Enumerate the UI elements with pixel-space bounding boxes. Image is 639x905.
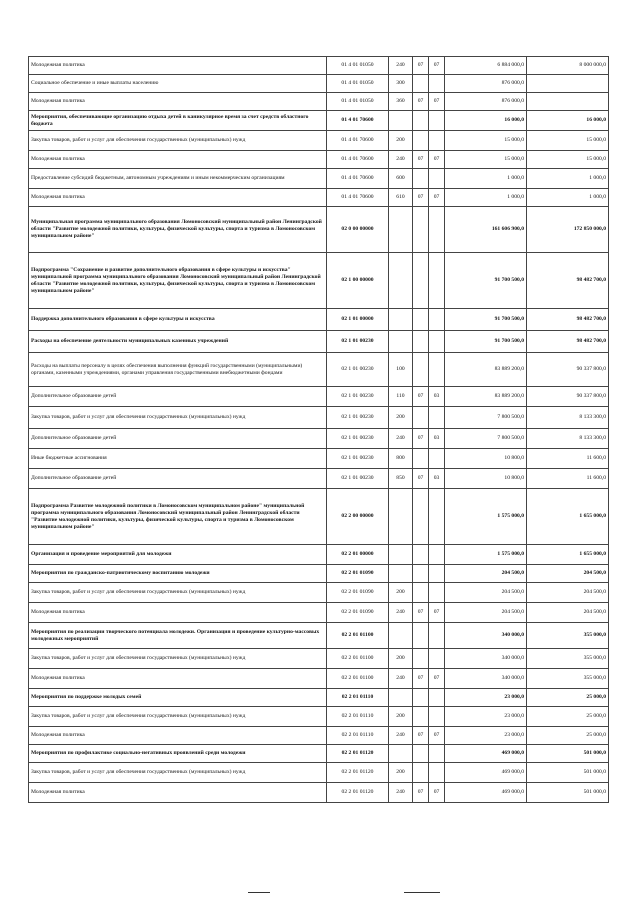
cell-sum-year-1: 204 500,0 (445, 603, 527, 623)
cell-target-article: 01 4 01 01050 (327, 93, 389, 111)
cell-sum-year-2: 11 600,0 (527, 449, 609, 469)
cell-expense-type (389, 745, 413, 763)
cell-section (413, 111, 429, 131)
cell-expense-type: 240 (389, 669, 413, 689)
cell-subsection: 03 (429, 387, 445, 407)
cell-name: Мероприятия, обеспечивающие организацию отдыха детей в каникулярное время за счет средств областного бюджета (29, 111, 327, 131)
cell-subsection (429, 649, 445, 669)
cell-sum-year-1: 469 000,0 (445, 783, 527, 803)
cell-expense-type: 360 (389, 93, 413, 111)
cell-section (413, 169, 429, 189)
cell-sum-year-2: 15 000,0 (527, 131, 609, 151)
table-row (29, 111, 609, 131)
table-row (29, 429, 609, 449)
cell-sum-year-1: 7 800 500,0 (445, 407, 527, 429)
cell-section: 07 (413, 57, 429, 75)
cell-name: Мероприятия по поддержке молодых семей (29, 689, 327, 707)
cell-name: Молодежная политика (29, 93, 327, 111)
cell-subsection: 07 (429, 669, 445, 689)
cell-name: Молодежная политика (29, 189, 327, 207)
budget-table (28, 56, 609, 803)
cell-name: Подпрограмма Развитие молодежной политики в Ломоносовском муниципальном районе" муниципальной программа муниципального образования Ломоносовский муниципальный район Ленинградской области "Развитие молодежной политики, культуры, физической культуры, спорта и туризма в Ломоносовском муниципальном районе" (29, 489, 327, 545)
cell-name: Мероприятия по профилактике социально-негативных проявлений среди молодежи (29, 745, 327, 763)
table-row (29, 727, 609, 745)
cell-section (413, 489, 429, 545)
cell-sum-year-2: 355 000,0 (527, 669, 609, 689)
table-row (29, 763, 609, 783)
cell-section (413, 253, 429, 309)
table-row (29, 353, 609, 387)
cell-target-article: 02 2 01 01100 (327, 669, 389, 689)
cell-section: 07 (413, 93, 429, 111)
cell-expense-type: 240 (389, 429, 413, 449)
cell-name: Организация и проведение мероприятий для молодежи (29, 545, 327, 565)
cell-sum-year-2: 8 133 300,0 (527, 429, 609, 449)
cell-target-article: 02 1 01 00000 (327, 309, 389, 331)
cell-sum-year-1: 83 889 200,0 (445, 353, 527, 387)
cell-name: Предоставление субсидий бюджетным, автономным учреждениям и иным некоммерческим организациям (29, 169, 327, 189)
cell-sum-year-1: 10 800,0 (445, 449, 527, 469)
cell-section (413, 131, 429, 151)
cell-target-article: 02 2 01 00000 (327, 545, 389, 565)
cell-name: Муниципальная программа муниципального образования Ломоносовский муниципальный район Ленинградской области "Развитие молодежной политики, культуры, физической культуры, спорта и туризма в Ломоносовском муниципальном районе" (29, 207, 327, 253)
cell-target-article: 02 2 01 01120 (327, 745, 389, 763)
cell-target-article: 02 2 01 01090 (327, 565, 389, 583)
table-row (29, 93, 609, 111)
cell-sum-year-2: 1 000,0 (527, 189, 609, 207)
cell-target-article: 01 4 01 70600 (327, 151, 389, 169)
cell-sum-year-2: 8 133 300,0 (527, 407, 609, 429)
footer-mark-right (404, 892, 440, 893)
cell-target-article: 02 1 01 00230 (327, 449, 389, 469)
table-row (29, 407, 609, 429)
cell-subsection (429, 689, 445, 707)
cell-section (413, 707, 429, 727)
table-row (29, 603, 609, 623)
cell-sum-year-1: 340 000,0 (445, 669, 527, 689)
cell-subsection (429, 763, 445, 783)
cell-sum-year-2: 98 482 700,0 (527, 253, 609, 309)
cell-subsection (429, 707, 445, 727)
cell-subsection (429, 111, 445, 131)
cell-expense-type (389, 207, 413, 253)
table-row (29, 623, 609, 649)
cell-name: Поддержка дополнительного образования в сфере культуры и искусства (29, 309, 327, 331)
table-row (29, 253, 609, 309)
cell-subsection (429, 583, 445, 603)
cell-section (413, 565, 429, 583)
cell-sum-year-2: 8 000 000,0 (527, 57, 609, 75)
cell-sum-year-1: 204 500,0 (445, 583, 527, 603)
cell-subsection (429, 75, 445, 93)
cell-subsection (429, 407, 445, 429)
cell-section (413, 331, 429, 353)
cell-section (413, 623, 429, 649)
cell-name: Закупка товаров, работ и услуг для обеспечения государственных (муниципальных) нужд (29, 763, 327, 783)
cell-target-article: 02 1 01 00230 (327, 353, 389, 387)
cell-expense-type (389, 253, 413, 309)
cell-name: Мероприятия по гражданско-патриотическому воспитанию молодежи (29, 565, 327, 583)
cell-subsection (429, 207, 445, 253)
cell-name: Закупка товаров, работ и услуг для обеспечения государственных (муниципальных) нужд (29, 583, 327, 603)
cell-sum-year-2: 90 337 800,0 (527, 387, 609, 407)
cell-section: 07 (413, 469, 429, 489)
cell-target-article: 02 2 01 01100 (327, 623, 389, 649)
cell-subsection: 07 (429, 57, 445, 75)
cell-subsection: 07 (429, 603, 445, 623)
cell-expense-type: 200 (389, 407, 413, 429)
cell-section: 07 (413, 727, 429, 745)
cell-expense-type (389, 623, 413, 649)
table-row (29, 689, 609, 707)
cell-sum-year-1: 16 000,0 (445, 111, 527, 131)
cell-name: Закупка товаров, работ и услуг для обеспечения государственных (муниципальных) нужд (29, 649, 327, 669)
cell-expense-type (389, 565, 413, 583)
cell-expense-type (389, 111, 413, 131)
cell-subsection: 07 (429, 189, 445, 207)
cell-expense-type: 850 (389, 469, 413, 489)
cell-name: Подпрограмма "Сохранение и развитие дополнительного образования в сфере культуры и искусства" муниципальной программа муниципального образования Ломоносовский муниципальный район Ленинградской области "Развитие молодежной политики, культуры, физической культуры, спорта и туризма в Ломоносовском муниципальном районе" (29, 253, 327, 309)
cell-expense-type: 200 (389, 649, 413, 669)
cell-section (413, 449, 429, 469)
cell-section (413, 353, 429, 387)
table-row (29, 489, 609, 545)
cell-subsection: 07 (429, 151, 445, 169)
cell-section (413, 207, 429, 253)
cell-sum-year-1: 340 000,0 (445, 649, 527, 669)
cell-target-article: 02 2 01 01110 (327, 727, 389, 745)
cell-expense-type: 610 (389, 189, 413, 207)
cell-target-article: 01 4 01 70600 (327, 189, 389, 207)
cell-sum-year-2: 355 000,0 (527, 623, 609, 649)
cell-sum-year-2: 501 000,0 (527, 783, 609, 803)
table-row (29, 387, 609, 407)
cell-sum-year-1: 6 884 000,0 (445, 57, 527, 75)
cell-target-article: 01 4 01 70600 (327, 131, 389, 151)
table-row (29, 169, 609, 189)
cell-name: Иные бюджетные ассигнования (29, 449, 327, 469)
cell-name: Закупка товаров, работ и услуг для обеспечения государственных (муниципальных) нужд (29, 707, 327, 727)
table-row (29, 207, 609, 253)
cell-expense-type: 200 (389, 707, 413, 727)
cell-name: Мероприятия по реализации творческого потенциала молодежи. Организация и проведение культурно-массовых молодежных мероприятий (29, 623, 327, 649)
cell-target-article: 02 2 01 01100 (327, 649, 389, 669)
cell-expense-type: 200 (389, 763, 413, 783)
cell-section (413, 745, 429, 763)
cell-target-article: 01 4 01 70600 (327, 111, 389, 131)
cell-sum-year-2: 25 000,0 (527, 707, 609, 727)
cell-subsection: 07 (429, 93, 445, 111)
cell-target-article: 02 1 01 00230 (327, 387, 389, 407)
cell-subsection (429, 745, 445, 763)
cell-section: 07 (413, 189, 429, 207)
cell-subsection (429, 331, 445, 353)
cell-name: Молодежная политика (29, 603, 327, 623)
cell-name: Расходы на выплаты персоналу в целях обеспечения выполнения функций государственными (муниципальными) органами, казенными учреждениями, органами управления государственными внебюджетными фондами (29, 353, 327, 387)
cell-subsection (429, 169, 445, 189)
cell-sum-year-1: 161 606 900,0 (445, 207, 527, 253)
cell-expense-type (389, 331, 413, 353)
cell-subsection (429, 449, 445, 469)
cell-section (413, 583, 429, 603)
cell-target-article: 01 4 01 01050 (327, 75, 389, 93)
cell-sum-year-1: 10 800,0 (445, 469, 527, 489)
cell-target-article: 02 2 01 01090 (327, 583, 389, 603)
table-row (29, 469, 609, 489)
cell-sum-year-2: 1 000,0 (527, 169, 609, 189)
cell-target-article: 02 1 01 00230 (327, 331, 389, 353)
cell-sum-year-2: 1 655 000,0 (527, 489, 609, 545)
cell-subsection: 07 (429, 783, 445, 803)
cell-sum-year-2: 98 482 700,0 (527, 331, 609, 353)
cell-section: 07 (413, 429, 429, 449)
cell-name: Молодежная политика (29, 783, 327, 803)
cell-sum-year-1: 7 800 500,0 (445, 429, 527, 449)
cell-name: Дополнительное образование детей (29, 429, 327, 449)
cell-sum-year-1: 469 000,0 (445, 745, 527, 763)
table-body (29, 57, 609, 803)
table-row (29, 189, 609, 207)
cell-sum-year-2: 355 000,0 (527, 649, 609, 669)
cell-sum-year-1: 1 000,0 (445, 189, 527, 207)
cell-subsection (429, 353, 445, 387)
cell-subsection (429, 309, 445, 331)
cell-expense-type: 240 (389, 57, 413, 75)
cell-sum-year-2: 204 500,0 (527, 583, 609, 603)
cell-name: Молодежная политика (29, 57, 327, 75)
cell-section: 07 (413, 387, 429, 407)
cell-sum-year-1: 91 700 500,0 (445, 309, 527, 331)
cell-target-article: 01 4 01 01050 (327, 57, 389, 75)
cell-sum-year-1: 469 000,0 (445, 763, 527, 783)
footer-mark-left (248, 892, 270, 893)
cell-section: 07 (413, 603, 429, 623)
table-row (29, 783, 609, 803)
cell-sum-year-1: 1 575 000,0 (445, 545, 527, 565)
cell-subsection: 03 (429, 429, 445, 449)
cell-target-article: 02 1 01 00230 (327, 429, 389, 449)
cell-section: 07 (413, 151, 429, 169)
cell-subsection: 03 (429, 469, 445, 489)
cell-subsection: 07 (429, 727, 445, 745)
cell-target-article: 02 2 00 00000 (327, 489, 389, 545)
cell-sum-year-1: 23 000,0 (445, 727, 527, 745)
cell-name: Молодежная политика (29, 669, 327, 689)
cell-sum-year-1: 1 000,0 (445, 169, 527, 189)
cell-name: Закупка товаров, работ и услуг для обеспечения государственных (муниципальных) нужд (29, 131, 327, 151)
cell-sum-year-2: 501 000,0 (527, 745, 609, 763)
cell-expense-type: 100 (389, 353, 413, 387)
cell-sum-year-1: 1 575 000,0 (445, 489, 527, 545)
cell-sum-year-2: 15 000,0 (527, 151, 609, 169)
cell-sum-year-1: 91 700 500,0 (445, 331, 527, 353)
cell-sum-year-1: 23 000,0 (445, 707, 527, 727)
cell-target-article: 02 1 00 00000 (327, 253, 389, 309)
cell-subsection (429, 565, 445, 583)
cell-expense-type: 240 (389, 151, 413, 169)
cell-expense-type: 800 (389, 449, 413, 469)
cell-target-article: 02 1 01 00230 (327, 407, 389, 429)
cell-sum-year-2: 1 655 000,0 (527, 545, 609, 565)
cell-subsection (429, 131, 445, 151)
cell-sum-year-1: 876 000,0 (445, 93, 527, 111)
cell-name: Дополнительное образование детей (29, 387, 327, 407)
cell-sum-year-2: 204 500,0 (527, 565, 609, 583)
cell-sum-year-2: 25 000,0 (527, 689, 609, 707)
cell-sum-year-2 (527, 75, 609, 93)
table-row (29, 565, 609, 583)
cell-sum-year-1: 204 500,0 (445, 565, 527, 583)
cell-name: Закупка товаров, работ и услуг для обеспечения государственных (муниципальных) нужд (29, 407, 327, 429)
cell-sum-year-2 (527, 93, 609, 111)
table-row (29, 669, 609, 689)
cell-section (413, 407, 429, 429)
cell-expense-type (389, 489, 413, 545)
cell-sum-year-1: 340 000,0 (445, 623, 527, 649)
cell-sum-year-2: 98 482 700,0 (527, 309, 609, 331)
cell-sum-year-2: 25 000,0 (527, 727, 609, 745)
cell-target-article: 02 2 01 01110 (327, 707, 389, 727)
cell-expense-type (389, 689, 413, 707)
cell-sum-year-1: 876 000,0 (445, 75, 527, 93)
cell-target-article: 01 4 01 70600 (327, 169, 389, 189)
cell-sum-year-2: 501 000,0 (527, 763, 609, 783)
cell-sum-year-2: 90 337 800,0 (527, 353, 609, 387)
cell-subsection (429, 623, 445, 649)
table-row (29, 707, 609, 727)
cell-target-article: 02 2 01 01110 (327, 689, 389, 707)
cell-sum-year-1: 15 000,0 (445, 131, 527, 151)
table-row (29, 745, 609, 763)
cell-sum-year-2: 16 000,0 (527, 111, 609, 131)
cell-section (413, 689, 429, 707)
cell-target-article: 02 1 01 00230 (327, 469, 389, 489)
cell-section (413, 309, 429, 331)
cell-sum-year-1: 83 889 200,0 (445, 387, 527, 407)
cell-sum-year-1: 15 000,0 (445, 151, 527, 169)
cell-section: 07 (413, 783, 429, 803)
table-row (29, 131, 609, 151)
cell-section (413, 763, 429, 783)
cell-target-article: 02 2 01 01120 (327, 783, 389, 803)
cell-expense-type: 300 (389, 75, 413, 93)
cell-name: Социальное обеспечение и иные выплаты населению (29, 75, 327, 93)
cell-sum-year-1: 23 000,0 (445, 689, 527, 707)
table-row (29, 309, 609, 331)
cell-section (413, 649, 429, 669)
cell-sum-year-2: 204 500,0 (527, 603, 609, 623)
cell-name: Дополнительное образование детей (29, 469, 327, 489)
cell-expense-type: 110 (389, 387, 413, 407)
table-row (29, 331, 609, 353)
table-row (29, 649, 609, 669)
cell-target-article: 02 2 01 01090 (327, 603, 389, 623)
cell-section (413, 545, 429, 565)
cell-expense-type (389, 309, 413, 331)
cell-section: 07 (413, 669, 429, 689)
table-row (29, 57, 609, 75)
cell-expense-type: 200 (389, 131, 413, 151)
table-row (29, 583, 609, 603)
cell-expense-type: 600 (389, 169, 413, 189)
cell-expense-type: 200 (389, 583, 413, 603)
cell-name: Расходы на обеспечение деятельности муниципальных казенных учреждений (29, 331, 327, 353)
cell-sum-year-2: 11 600,0 (527, 469, 609, 489)
cell-subsection (429, 545, 445, 565)
table-row (29, 75, 609, 93)
cell-sum-year-1: 91 700 500,0 (445, 253, 527, 309)
cell-name: Молодежная политика (29, 727, 327, 745)
cell-subsection (429, 253, 445, 309)
cell-expense-type: 240 (389, 783, 413, 803)
table-row (29, 545, 609, 565)
cell-target-article: 02 2 01 01120 (327, 763, 389, 783)
cell-expense-type: 240 (389, 603, 413, 623)
cell-target-article: 02 0 00 00000 (327, 207, 389, 253)
cell-name: Молодежная политика (29, 151, 327, 169)
cell-sum-year-2: 172 850 000,0 (527, 207, 609, 253)
table-row (29, 449, 609, 469)
cell-expense-type (389, 545, 413, 565)
table-row (29, 151, 609, 169)
cell-section (413, 75, 429, 93)
cell-subsection (429, 489, 445, 545)
cell-expense-type: 240 (389, 727, 413, 745)
